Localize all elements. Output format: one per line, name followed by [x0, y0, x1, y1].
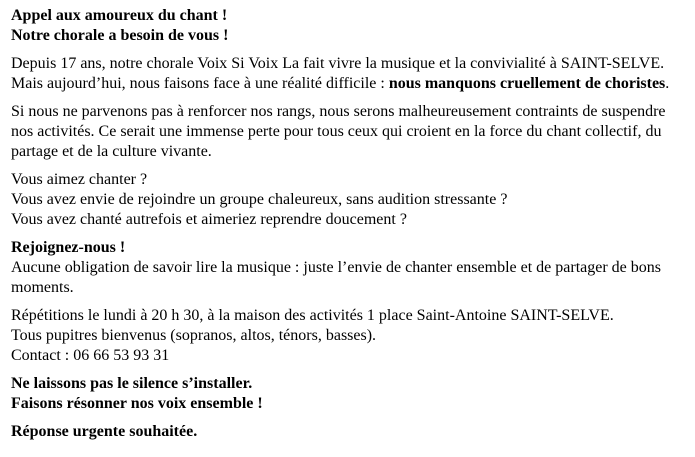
heading-block [11, 6, 683, 46]
urgent-notice: Réponse urgente souhaitée. [11, 423, 198, 440]
closing-block [11, 374, 683, 414]
heading-subtitle: Notre chorale a besoin de vous ! [11, 27, 229, 44]
closing-line-1: Ne laissons pas le silence s’installer. [11, 375, 253, 392]
warning-paragraph: Si nous ne parvenons pas à renforcer nos rangs, nous serons malheureusement contraints de suspendre nos activités. Ce serait une immense perte pour tous ceux qui croient en la force du chant collectif, du partage et de la culture vivante. [11, 103, 666, 160]
heading-title: Appel aux amoureux du chant ! [11, 7, 228, 24]
intro-emphasis: nous manquons cruellement de choristes [388, 75, 666, 92]
question-1: Vous aimez chanter ? [11, 171, 148, 188]
closing-line-2: Faisons résonner nos voix ensemble ! [11, 395, 263, 412]
question-3: Vous avez chanté autrefois et aimeriez reprendre doucement ? [11, 211, 407, 228]
practical-block [11, 306, 683, 366]
urgent-block [11, 422, 683, 442]
questions-block [11, 170, 683, 230]
join-block [11, 238, 683, 298]
contact-info: Contact : 06 66 53 93 31 [11, 347, 170, 364]
intro-end: . [665, 75, 670, 92]
question-2: Vous avez envie de rejoindre un groupe chaleureux, sans audition stressante ? [11, 191, 508, 208]
join-text: Aucune obligation de savoir lire la musique : juste l’envie de chanter ensemble et de partager de bons moments. [11, 259, 661, 296]
rehearsal-info: Répétitions le lundi à 20 h 30, à la maison des activités 1 place Saint-Antoine SAINT-SELVE. [11, 307, 614, 324]
voices-info: Tous pupitres bienvenus (sopranos, altos, ténors, basses). [11, 327, 377, 344]
join-title: Rejoignez-nous ! [11, 239, 126, 256]
intro-paragraph [11, 54, 683, 94]
intro-text: Depuis 17 ans, notre chorale Voix Si Voix La fait vivre la musique et la convivialité à SAINT-SELVE. Mais aujourd’hui, nous faisons face à une réalité difficile : [11, 55, 665, 92]
document-body [11, 6, 683, 450]
